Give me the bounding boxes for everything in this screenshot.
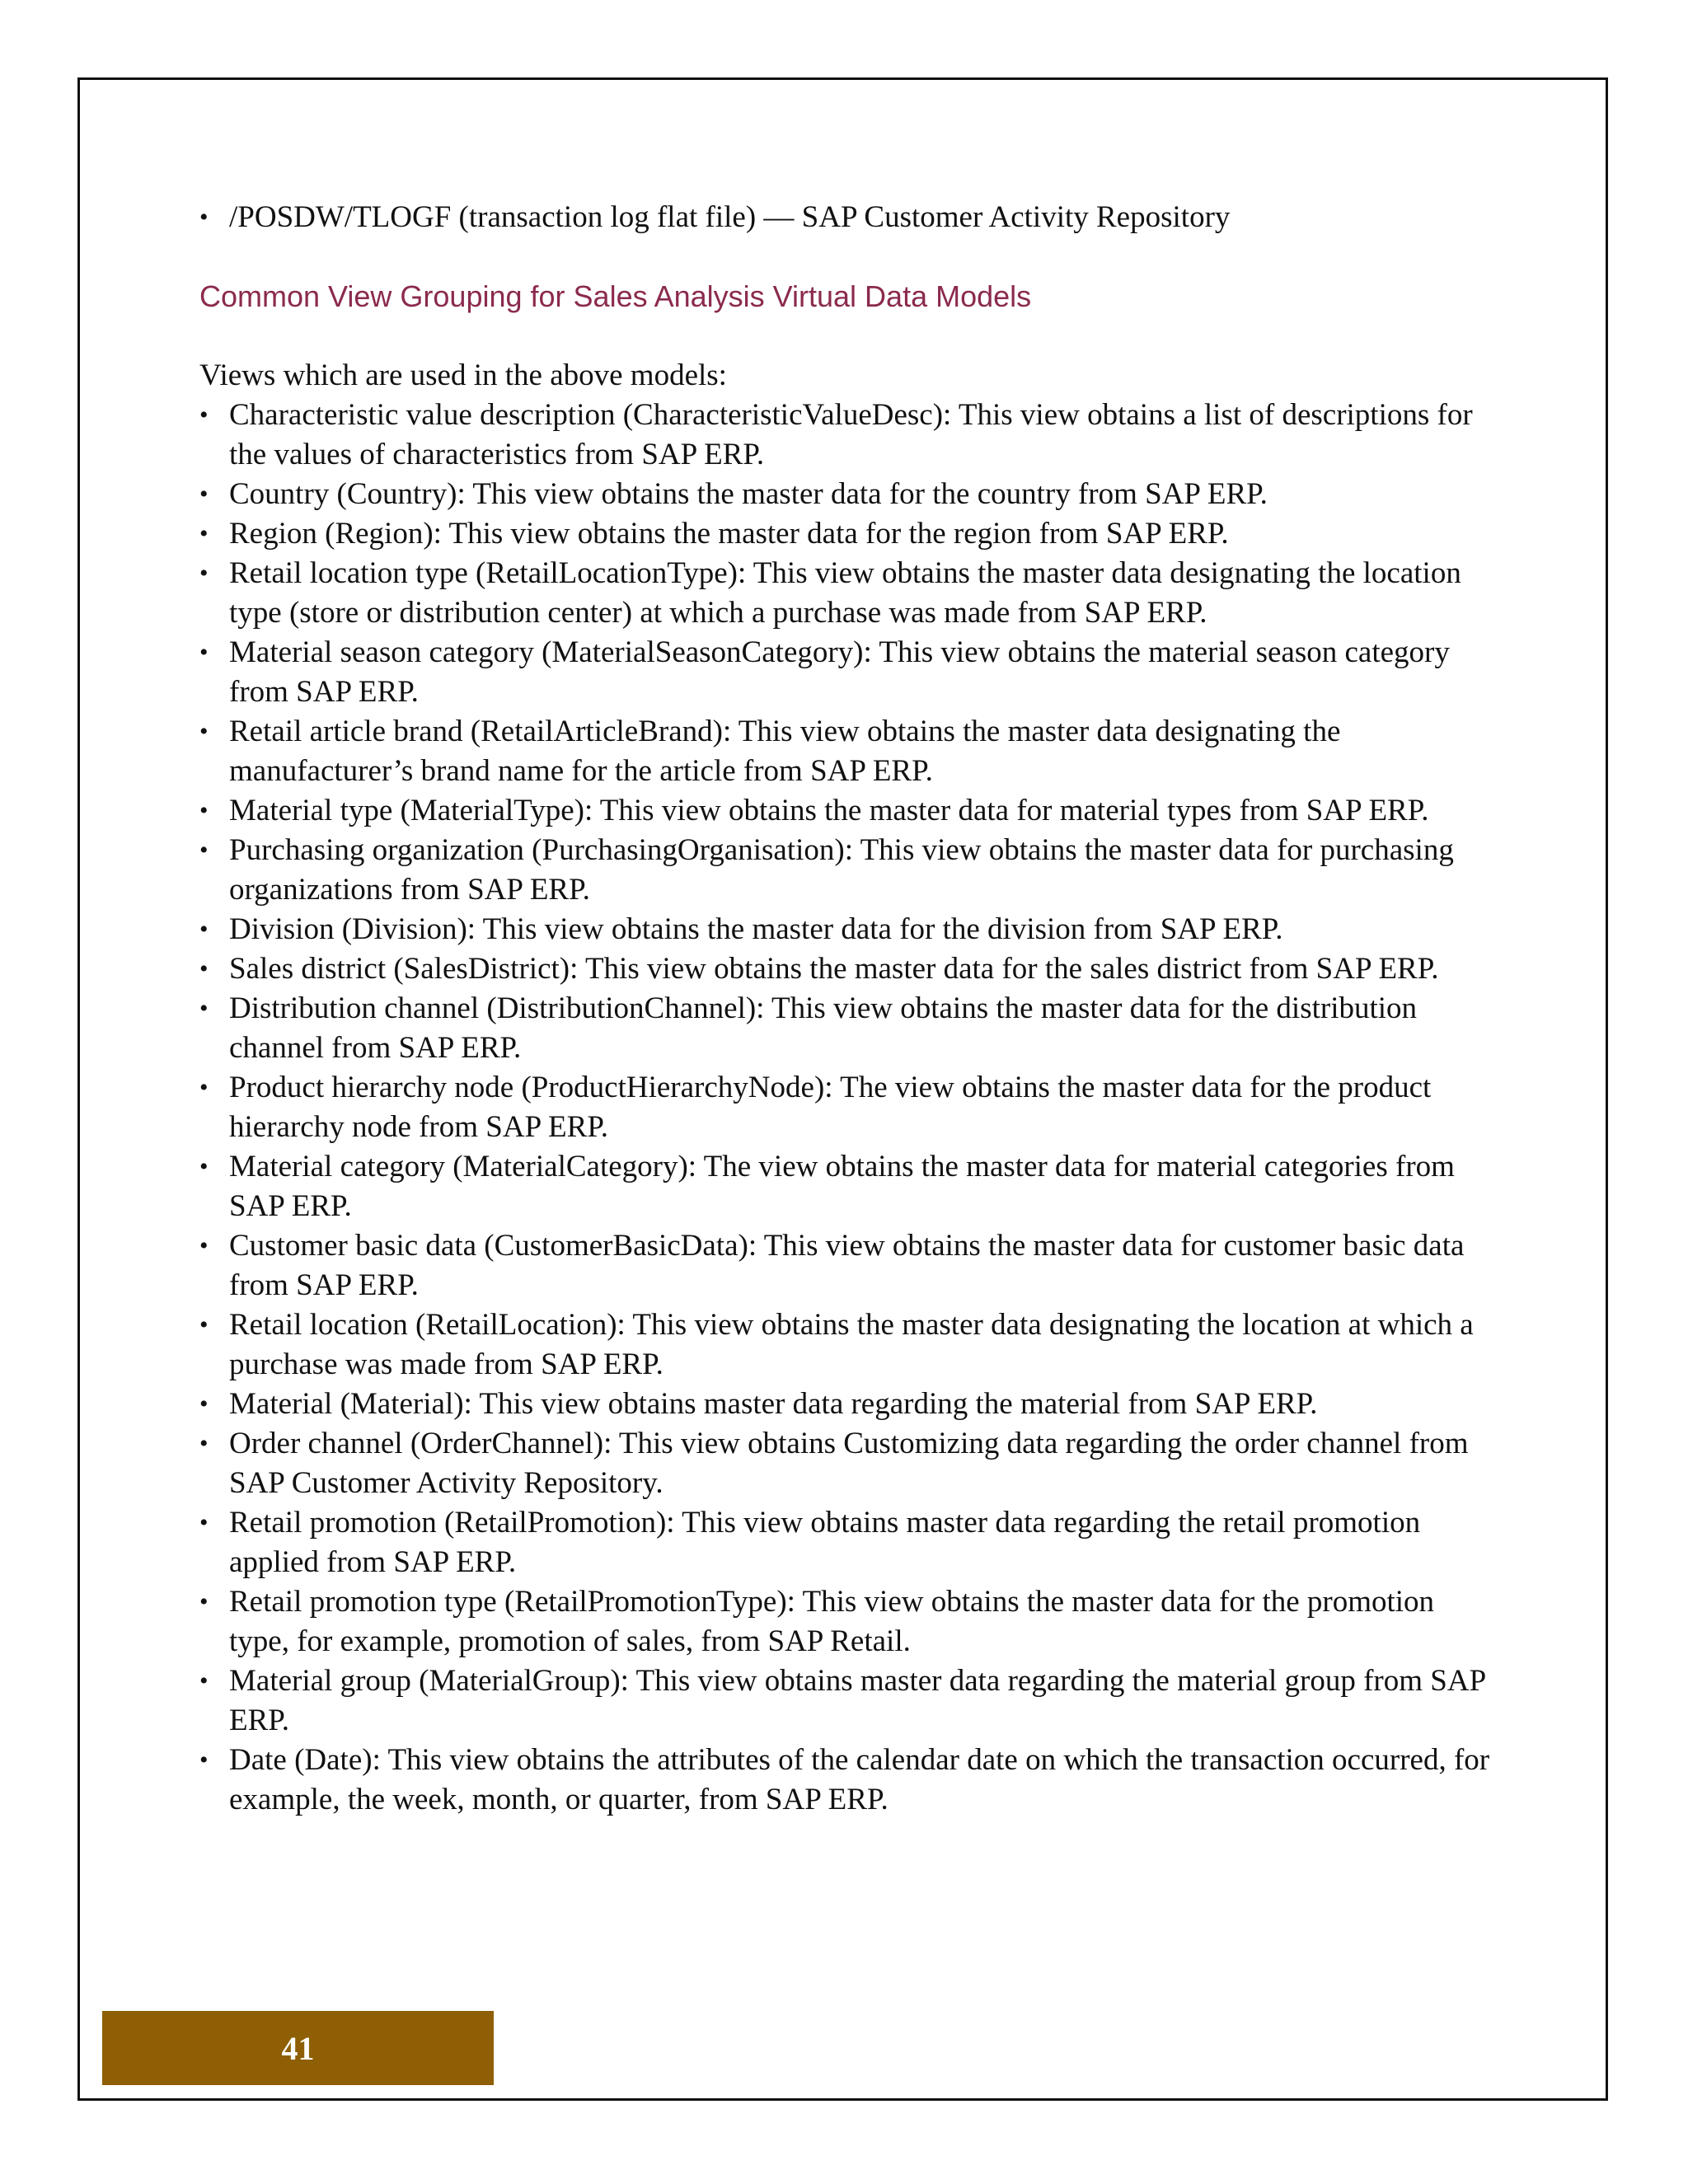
views-list [199,396,1502,1820]
bullet-icon: • [199,560,209,587]
bullet-icon: • [199,1153,209,1180]
bullet-icon: • [199,1390,209,1418]
list-item [199,1305,1502,1385]
list-item-text: Region (Region): This view obtains the master data for the region from SAP ERP. [229,517,1229,551]
list-item [199,791,1502,831]
list-item-text: Purchasing organization (PurchasingOrganisation): This view obtains the master data for purchasing organizations from SAP ERP. [229,833,1454,907]
list-item [199,475,1502,514]
list-item-text: Characteristic value description (CharacteristicValueDesc): This view obtains a list of descriptions for the values of characteristics from SAP ERP. [229,398,1473,471]
list-item-text: Material category (MaterialCategory): The view obtains the master data for material categories from SAP ERP. [229,1150,1455,1223]
list-item [199,712,1502,791]
bullet-icon: • [199,916,209,943]
list-item-text: Material type (MaterialType): This view obtains the master data for material types from SAP ERP. [229,794,1429,827]
bullet-icon: • [199,1588,209,1615]
list-item [199,831,1502,910]
list-item-text: Distribution channel (DistributionChannel): This view obtains the master data for the distribution channel from SAP ERP. [229,991,1418,1065]
top-bullet-text: /POSDW/TLOGF (transaction log flat file) — SAP Customer Activity Repository [229,200,1231,234]
bullet-icon: • [199,401,209,429]
list-item [199,1147,1502,1226]
list-item [199,1385,1502,1424]
list-item [199,989,1502,1068]
list-item-text: Material group (MaterialGroup): This view obtains master data regarding the material group from SAP ERP. [229,1664,1485,1737]
bullet-icon: • [199,204,209,231]
list-item [199,1068,1502,1147]
list-item-text: Retail location type (RetailLocationType): This view obtains the master data designating the location type (store or distribution center) at which a purchase was made from SAP ERP. [229,556,1461,630]
bullet-icon: • [199,797,209,824]
bullet-icon: • [199,718,209,745]
list-item [199,910,1502,949]
list-item-text: Product hierarchy node (ProductHierarchyNode): The view obtains the master data for the product hierarchy node from SAP ERP. [229,1071,1432,1144]
list-item-text: Order channel (OrderChannel): This view obtains Customizing data regarding the order channel from SAP Customer Activity Repository. [229,1427,1469,1500]
list-item-text: Country (Country): This view obtains the master data for the country from SAP ERP. [229,477,1268,511]
page-number: 41 [281,2029,315,2067]
list-item [199,1661,1502,1741]
list-item [199,1741,1502,1820]
list-item [199,1226,1502,1305]
bullet-icon: • [199,480,209,508]
page-content [199,198,1502,1820]
list-item-text: Customer basic data (CustomerBasicData): This view obtains the master data for customer basic data from SAP ERP. [229,1229,1465,1302]
list-item-text: Date (Date): This view obtains the attributes of the calendar date on which the transaction occurred, for example, the week, month, or quarter, from SAP ERP. [229,1743,1490,1816]
bullet-icon: • [199,995,209,1022]
list-item-text: Retail promotion (RetailPromotion): This view obtains master data regarding the retail promotion applied from SAP ERP. [229,1506,1421,1579]
list-item-text: Material (Material): This view obtains master data regarding the material from SAP ERP. [229,1387,1318,1421]
bullet-icon: • [199,1746,209,1774]
intro-text: Views which are used in the above models: [199,359,727,392]
bullet-icon: • [199,1667,209,1694]
bullet-icon: • [199,955,209,982]
list-item [199,554,1502,633]
list-item-text: Sales district (SalesDistrict): This view obtains the master data for the sales district from SAP ERP. [229,952,1439,986]
bullet-icon: • [199,520,209,547]
list-item [199,396,1502,475]
list-item-text: Material season category (MaterialSeasonCategory): This view obtains the material season category from SAP ERP. [229,635,1450,709]
list-item-text: Division (Division): This view obtains the master data for the division from SAP ERP. [229,912,1283,946]
list-item [199,1582,1502,1661]
list-item [199,514,1502,554]
list-item-text: Retail promotion type (RetailPromotionType): This view obtains the master data for the promotion type, for example, promotion of sales, from SAP Retail. [229,1585,1435,1658]
bullet-icon: • [199,1430,209,1457]
bullet-icon: • [199,1232,209,1259]
list-item [199,1503,1502,1582]
page-number-box [102,2011,494,2085]
bullet-icon: • [199,1509,209,1536]
section-heading: Common View Grouping for Sales Analysis Virtual Data Models [199,279,1032,313]
list-item [199,949,1502,989]
bullet-icon: • [199,639,209,666]
list-item-text: Retail location (RetailLocation): This view obtains the master data designating the location at which a purchase was made from SAP ERP. [229,1308,1474,1381]
bullet-icon: • [199,1074,209,1101]
list-item [199,633,1502,712]
bullet-icon: • [199,837,209,864]
top-bullet-item [199,198,1502,237]
list-item [199,1424,1502,1503]
bullet-icon: • [199,1311,209,1338]
list-item-text: Retail article brand (RetailArticleBrand): This view obtains the master data designating the manufacturer’s brand name for the article from SAP ERP. [229,715,1341,788]
